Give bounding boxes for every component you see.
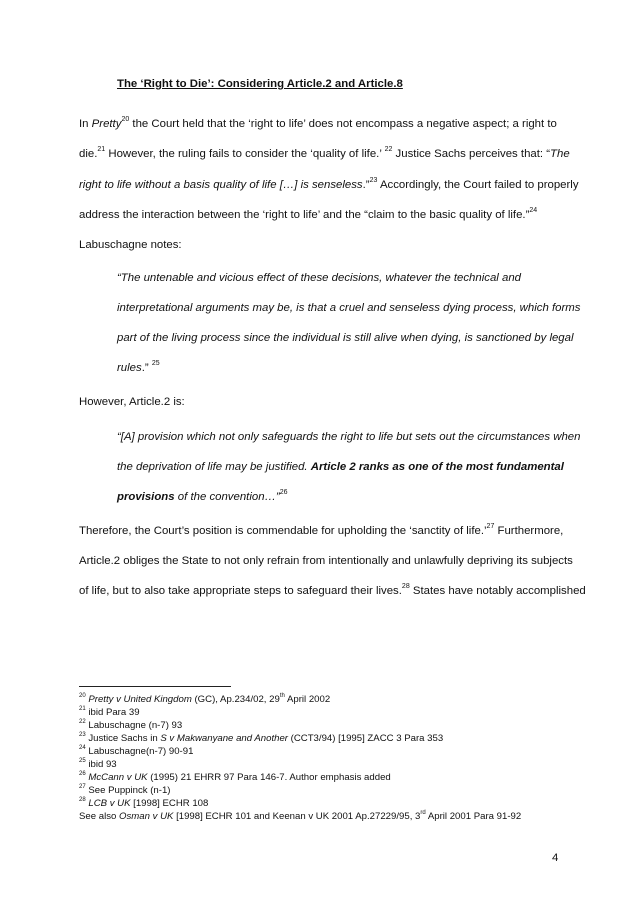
footnote-23 xyxy=(79,733,443,745)
section-heading: The ‘Right to Die’: Considering Article.2 and Article.8 xyxy=(117,78,403,90)
footnote-24 xyxy=(79,746,193,758)
footnote-ref: 28 xyxy=(401,583,410,591)
footnote-ref: 25 xyxy=(151,360,160,368)
footnote-number: 23 xyxy=(79,731,86,738)
para1-line3 xyxy=(79,178,579,192)
footnote-number: 27 xyxy=(79,783,86,790)
ordinal-suffix: rd xyxy=(420,809,426,816)
para1-line4 xyxy=(79,208,537,222)
text: Therefore, the Court’s position is commendable for upholding the ‘sanctity of life.’ xyxy=(79,525,487,537)
emphasis-text: provisions xyxy=(117,491,175,503)
footnote-22 xyxy=(79,720,182,732)
text: See also xyxy=(79,811,120,822)
text: .” xyxy=(141,362,152,374)
case-name: LCB v UK xyxy=(88,798,131,809)
text: [1998] ECHR 108 xyxy=(130,798,209,809)
footnote-number: 22 xyxy=(79,718,86,725)
text: April 2002 xyxy=(284,694,331,705)
para1-line2 xyxy=(79,147,570,161)
text: Furthermore, xyxy=(494,525,564,537)
footnote-25 xyxy=(79,759,117,771)
footnote-21 xyxy=(79,707,140,719)
quote2-line2 xyxy=(117,460,564,474)
case-name: S v Makwanyane and Another xyxy=(160,733,288,744)
text: die. xyxy=(79,148,98,160)
text: (CCT3/94) [1995] ZACC 3 Para 353 xyxy=(287,733,444,744)
quote-text: The xyxy=(550,148,570,160)
footnote-ref: 21 xyxy=(97,146,106,154)
quote1-line1: “The untenable and vicious effect of these decisions, whatever the technical and xyxy=(117,272,521,284)
footnote-27 xyxy=(79,785,170,797)
text: (GC), Ap.234/02, 29 xyxy=(191,694,280,705)
quote2-line3 xyxy=(117,490,288,504)
quote-text: rules xyxy=(117,362,142,374)
quote1-line3: part of the living process since the individual is still alive when dying, is sanctioned by legal xyxy=(117,332,574,344)
para3-line1 xyxy=(79,524,563,538)
text: In xyxy=(79,118,92,130)
para2: However, Article.2 is: xyxy=(79,396,185,408)
page-number: 4 xyxy=(552,852,559,864)
text: Justice Sachs in xyxy=(85,733,161,744)
footnote-ref: 20 xyxy=(121,116,130,124)
ordinal-suffix: th xyxy=(279,692,285,699)
emphasis-text: Article 2 ranks as one of the most fundamental xyxy=(310,461,564,473)
para1-line5: Labuschagne notes: xyxy=(79,239,182,251)
quote1-line2: interpretational arguments may be, is that a cruel and senseless dying process, which forms xyxy=(117,302,581,314)
quote2-line1: “[A] provision which not only safeguards the right to life but sets out the circumstances when xyxy=(117,431,581,443)
footnote-number: 28 xyxy=(79,796,86,803)
text: However, the ruling fails to consider the ‘quality of life.’ xyxy=(105,148,385,160)
text: .” xyxy=(362,179,370,191)
footnote-28 xyxy=(79,798,208,810)
text: April 2001 Para 91-92 xyxy=(425,811,522,822)
text: States have notably accomplished xyxy=(409,585,586,597)
footnote-ref: 27 xyxy=(486,523,495,531)
footnote-ref: 24 xyxy=(529,207,538,215)
footnote-separator xyxy=(79,686,231,687)
text: [1998] ECHR 101 and Keenan v UK 2001 Ap.27229/95, 3 xyxy=(173,811,421,822)
quote-text: right to life without a basis quality of life […] is senseless xyxy=(79,179,363,191)
text: Justice Sachs perceives that: “ xyxy=(392,148,551,160)
quote1-line4 xyxy=(117,361,160,375)
footnote-20 xyxy=(79,694,330,706)
text: ibid Para 39 xyxy=(85,707,140,718)
quote-text: of the convention…” xyxy=(174,491,280,503)
footnote-ref: 22 xyxy=(384,146,393,154)
footnote-26 xyxy=(79,772,391,784)
text: the Court held that the ‘right to life’ does not encompass a negative aspect; a right to xyxy=(129,118,557,130)
footnote-number: 26 xyxy=(79,770,86,777)
case-name: McCann v UK xyxy=(88,772,148,783)
text: Accordingly, the Court failed to properly xyxy=(377,179,579,191)
text: Labuschagne(n-7) 90-91 xyxy=(85,746,194,757)
quote-text: the deprivation of life may be justified. xyxy=(117,461,311,473)
para3-line2: Article.2 obliges the State to not only refrain from intentionally and unlawfully depriving its subjects xyxy=(79,555,573,567)
case-name: Pretty xyxy=(91,118,122,130)
text: of life, but to also take appropriate steps to safeguard their lives. xyxy=(79,585,402,597)
text: (1995) 21 EHRR 97 Para 146-7. Author emphasis added xyxy=(147,772,391,783)
text: ibid 93 xyxy=(85,759,117,770)
footnote-ref: 26 xyxy=(279,489,288,497)
footnote-ref: 23 xyxy=(369,177,378,185)
text: address the interaction between the ‘right to life’ and the “claim to the basic quality of life.” xyxy=(79,209,530,221)
para1-line1 xyxy=(79,117,557,131)
footnote-see-also xyxy=(79,811,521,823)
case-name: Pretty v United Kingdom xyxy=(88,694,192,705)
text: See Puppinck (n-1) xyxy=(85,785,171,796)
footnote-number: 25 xyxy=(79,757,86,764)
case-name: Osman v UK xyxy=(119,811,174,822)
footnote-number: 21 xyxy=(79,705,86,712)
para3-line3 xyxy=(79,584,586,598)
footnote-number: 24 xyxy=(79,744,86,751)
text: Labuschagne (n-7) 93 xyxy=(85,720,183,731)
footnote-number: 20 xyxy=(79,692,86,699)
